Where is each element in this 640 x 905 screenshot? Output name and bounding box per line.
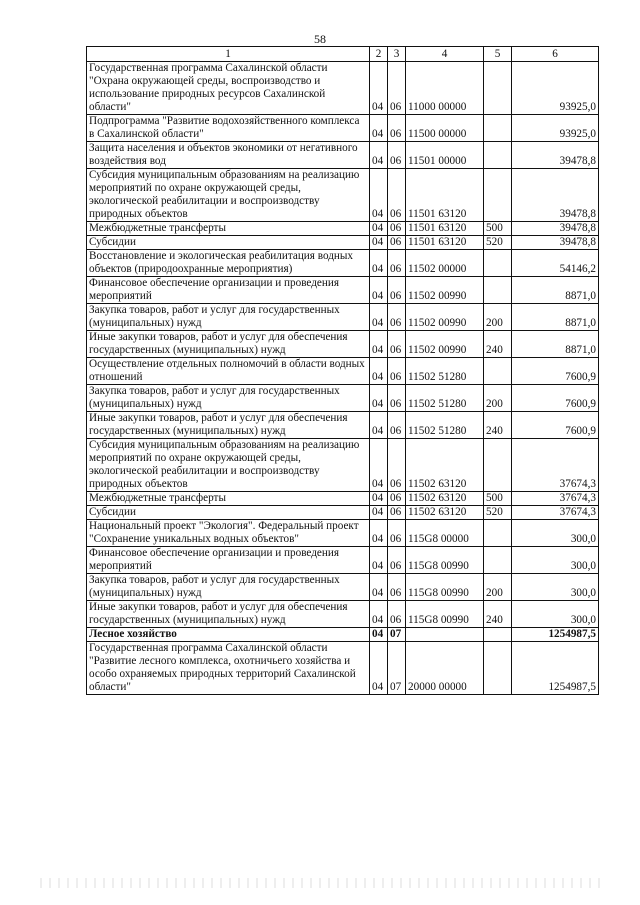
row-subsection-cell: 06	[388, 492, 406, 506]
row-section-cell: 04	[370, 250, 388, 277]
row-expense-type-cell: 200	[484, 304, 512, 331]
row-target-article-cell: 115G8 00990	[406, 547, 484, 574]
table-row	[87, 492, 599, 506]
table-row	[87, 412, 599, 439]
row-section-cell: 04	[370, 236, 388, 250]
row-amount-cell: 8871,0	[512, 331, 599, 358]
row-subsection-cell: 07	[388, 642, 406, 695]
row-subsection-cell: 06	[388, 547, 406, 574]
row-target-article-cell: 11000 00000	[406, 62, 484, 115]
table-row	[87, 385, 599, 412]
row-section-cell: 04	[370, 331, 388, 358]
row-amount-cell: 1254987,5	[512, 628, 599, 642]
table-row	[87, 331, 599, 358]
row-subsection-cell: 07	[388, 628, 406, 642]
page-number: 58	[314, 32, 326, 46]
row-target-article-cell: 11501 63120	[406, 222, 484, 236]
row-name-cell: Подпрограмма "Развитие водохозяйственного комплекса в Сахалинской области"	[87, 115, 370, 142]
row-expense-type-cell: 500	[484, 492, 512, 506]
row-subsection-cell: 06	[388, 439, 406, 492]
table-row	[87, 115, 599, 142]
row-amount-cell: 7600,9	[512, 385, 599, 412]
budget-table	[86, 46, 599, 695]
row-target-article-cell: 11502 51280	[406, 358, 484, 385]
header-cell: 1	[87, 47, 370, 62]
table-row	[87, 62, 599, 115]
row-name-cell: Государственная программа Сахалинской области "Охрана окружающей среды, воспроизводство и использование природных ресурсов Сахалинской области"	[87, 62, 370, 115]
row-name-cell: Лесное хозяйство	[87, 628, 370, 642]
row-expense-type-cell: 240	[484, 601, 512, 628]
row-expense-type-cell	[484, 628, 512, 642]
table-row	[87, 520, 599, 547]
row-expense-type-cell: 520	[484, 506, 512, 520]
row-target-article-cell: 11502 00000	[406, 250, 484, 277]
row-expense-type-cell: 200	[484, 574, 512, 601]
table-row	[87, 601, 599, 628]
row-target-article-cell: 11502 63120	[406, 506, 484, 520]
row-name-cell: Иные закупки товаров, работ и услуг для обеспечения государственных (муниципальных) нужд	[87, 601, 370, 628]
row-name-cell: Иные закупки товаров, работ и услуг для обеспечения государственных (муниципальных) нужд	[87, 331, 370, 358]
row-amount-cell: 8871,0	[512, 304, 599, 331]
table-row	[87, 169, 599, 222]
row-target-article-cell: 11502 63120	[406, 492, 484, 506]
row-name-cell: Финансовое обеспечение организации и проведения мероприятий	[87, 277, 370, 304]
row-section-cell: 04	[370, 506, 388, 520]
row-target-article-cell: 11501 00000	[406, 142, 484, 169]
row-target-article-cell: 115G8 00990	[406, 574, 484, 601]
row-amount-cell: 300,0	[512, 547, 599, 574]
row-amount-cell: 8871,0	[512, 277, 599, 304]
row-target-article-cell: 11502 00990	[406, 331, 484, 358]
table-row	[87, 142, 599, 169]
row-expense-type-cell	[484, 642, 512, 695]
scan-artifact	[40, 878, 600, 888]
row-expense-type-cell	[484, 169, 512, 222]
table-row	[87, 506, 599, 520]
row-expense-type-cell: 240	[484, 412, 512, 439]
row-target-article-cell: 20000 00000	[406, 642, 484, 695]
table-row	[87, 628, 599, 642]
row-expense-type-cell	[484, 277, 512, 304]
row-name-cell: Государственная программа Сахалинской области "Развитие лесного комплекса, охотничьего хозяйства и особо охраняемых природных территорий Сахалинской области"	[87, 642, 370, 695]
row-subsection-cell: 06	[388, 412, 406, 439]
row-expense-type-cell	[484, 115, 512, 142]
row-section-cell: 04	[370, 547, 388, 574]
row-section-cell: 04	[370, 628, 388, 642]
row-expense-type-cell	[484, 62, 512, 115]
row-name-cell: Субсидия муниципальным образованиям на реализацию мероприятий по охране окружающей среды, экологической реабилитации и воспроизводству природных объектов	[87, 169, 370, 222]
row-amount-cell: 93925,0	[512, 115, 599, 142]
row-target-article-cell: 11502 51280	[406, 385, 484, 412]
row-section-cell: 04	[370, 142, 388, 169]
table-row	[87, 358, 599, 385]
table-row	[87, 250, 599, 277]
table-row	[87, 277, 599, 304]
row-expense-type-cell	[484, 439, 512, 492]
row-name-cell: Закупка товаров, работ и услуг для государственных (муниципальных) нужд	[87, 385, 370, 412]
row-amount-cell: 39478,8	[512, 236, 599, 250]
row-amount-cell: 7600,9	[512, 412, 599, 439]
row-subsection-cell: 06	[388, 385, 406, 412]
row-target-article-cell: 11502 63120	[406, 439, 484, 492]
row-expense-type-cell	[484, 520, 512, 547]
row-subsection-cell: 06	[388, 601, 406, 628]
row-section-cell: 04	[370, 520, 388, 547]
row-subsection-cell: 06	[388, 277, 406, 304]
row-subsection-cell: 06	[388, 358, 406, 385]
row-expense-type-cell: 240	[484, 331, 512, 358]
row-target-article-cell: 11501 63120	[406, 236, 484, 250]
row-section-cell: 04	[370, 115, 388, 142]
row-subsection-cell: 06	[388, 304, 406, 331]
row-subsection-cell: 06	[388, 250, 406, 277]
row-subsection-cell: 06	[388, 169, 406, 222]
row-name-cell: Субсидии	[87, 506, 370, 520]
row-expense-type-cell	[484, 142, 512, 169]
row-section-cell: 04	[370, 385, 388, 412]
row-amount-cell: 7600,9	[512, 358, 599, 385]
row-name-cell: Восстановление и экологическая реабилитация водных объектов (природоохранные мероприятия)	[87, 250, 370, 277]
row-amount-cell: 1254987,5	[512, 642, 599, 695]
row-section-cell: 04	[370, 358, 388, 385]
row-amount-cell: 37674,3	[512, 492, 599, 506]
row-target-article-cell: 11502 00990	[406, 304, 484, 331]
row-amount-cell: 300,0	[512, 601, 599, 628]
row-expense-type-cell: 200	[484, 385, 512, 412]
row-target-article-cell: 115G8 00990	[406, 601, 484, 628]
header-cell: 3	[388, 47, 406, 62]
row-section-cell: 04	[370, 277, 388, 304]
row-amount-cell: 37674,3	[512, 506, 599, 520]
row-amount-cell: 39478,8	[512, 142, 599, 169]
row-name-cell: Межбюджетные трансферты	[87, 492, 370, 506]
row-section-cell: 04	[370, 439, 388, 492]
row-subsection-cell: 06	[388, 574, 406, 601]
header-cell: 4	[406, 47, 484, 62]
row-expense-type-cell	[484, 250, 512, 277]
row-amount-cell: 300,0	[512, 520, 599, 547]
row-name-cell: Национальный проект "Экология". Федеральный проект "Сохранение уникальных водных объектов"	[87, 520, 370, 547]
row-name-cell: Субсидия муниципальным образованиям на реализацию мероприятий по охране окружающей среды, экологической реабилитации и воспроизводству природных объектов	[87, 439, 370, 492]
row-expense-type-cell: 520	[484, 236, 512, 250]
table-header-row	[87, 47, 599, 62]
header-cell: 2	[370, 47, 388, 62]
row-section-cell: 04	[370, 169, 388, 222]
row-subsection-cell: 06	[388, 331, 406, 358]
row-expense-type-cell	[484, 358, 512, 385]
row-section-cell: 04	[370, 304, 388, 331]
table-row	[87, 642, 599, 695]
row-subsection-cell: 06	[388, 236, 406, 250]
row-target-article-cell: 11501 63120	[406, 169, 484, 222]
row-section-cell: 04	[370, 574, 388, 601]
table-row	[87, 439, 599, 492]
row-subsection-cell: 06	[388, 222, 406, 236]
table-row	[87, 304, 599, 331]
row-amount-cell: 37674,3	[512, 439, 599, 492]
row-target-article-cell: 11502 51280	[406, 412, 484, 439]
row-amount-cell: 39478,8	[512, 222, 599, 236]
row-name-cell: Защита населения и объектов экономики от негативного воздействия вод	[87, 142, 370, 169]
row-amount-cell: 93925,0	[512, 62, 599, 115]
row-section-cell: 04	[370, 642, 388, 695]
row-target-article-cell: 115G8 00000	[406, 520, 484, 547]
row-subsection-cell: 06	[388, 142, 406, 169]
row-target-article-cell: 11500 00000	[406, 115, 484, 142]
row-amount-cell: 39478,8	[512, 169, 599, 222]
row-name-cell: Закупка товаров, работ и услуг для государственных (муниципальных) нужд	[87, 304, 370, 331]
row-section-cell: 04	[370, 601, 388, 628]
row-name-cell: Субсидии	[87, 236, 370, 250]
row-section-cell: 04	[370, 222, 388, 236]
table-row	[87, 222, 599, 236]
row-amount-cell: 300,0	[512, 574, 599, 601]
row-amount-cell: 54146,2	[512, 250, 599, 277]
row-section-cell: 04	[370, 492, 388, 506]
row-subsection-cell: 06	[388, 506, 406, 520]
row-subsection-cell: 06	[388, 62, 406, 115]
header-cell: 5	[484, 47, 512, 62]
row-name-cell: Закупка товаров, работ и услуг для государственных (муниципальных) нужд	[87, 574, 370, 601]
row-subsection-cell: 06	[388, 115, 406, 142]
row-name-cell: Иные закупки товаров, работ и услуг для обеспечения государственных (муниципальных) нужд	[87, 412, 370, 439]
row-section-cell: 04	[370, 62, 388, 115]
table-row	[87, 547, 599, 574]
row-target-article-cell	[406, 628, 484, 642]
table-row	[87, 236, 599, 250]
row-name-cell: Межбюджетные трансферты	[87, 222, 370, 236]
table-row	[87, 574, 599, 601]
row-subsection-cell: 06	[388, 520, 406, 547]
row-name-cell: Финансовое обеспечение организации и проведения мероприятий	[87, 547, 370, 574]
row-section-cell: 04	[370, 412, 388, 439]
row-expense-type-cell	[484, 547, 512, 574]
header-cell: 6	[512, 47, 599, 62]
row-name-cell: Осуществление отдельных полномочий в области водных отношений	[87, 358, 370, 385]
row-target-article-cell: 11502 00990	[406, 277, 484, 304]
row-expense-type-cell: 500	[484, 222, 512, 236]
